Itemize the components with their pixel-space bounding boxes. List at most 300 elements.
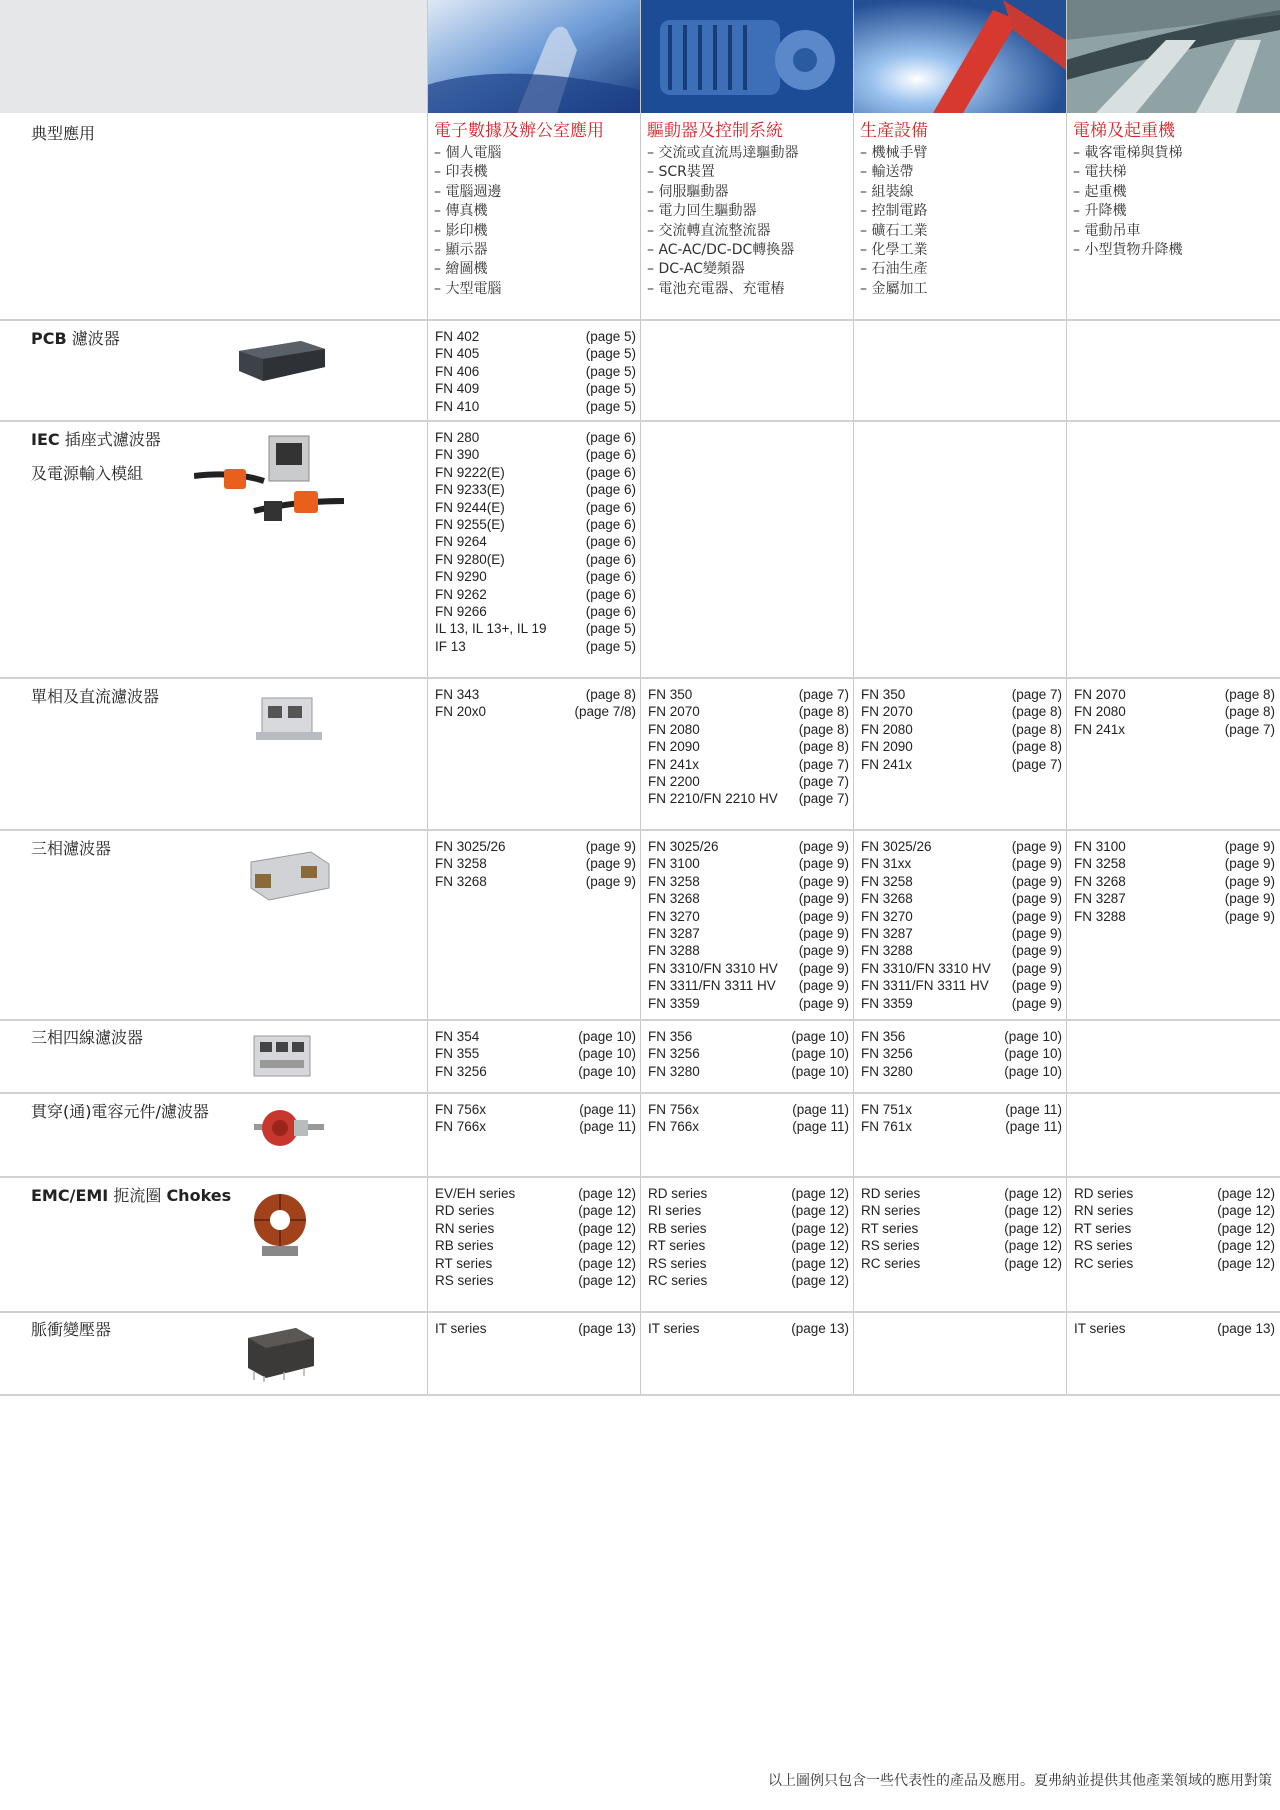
product-cell (648, 1321, 849, 1338)
application-item: – 大型電腦 (434, 280, 502, 297)
product-number: IT series (1074, 1321, 1126, 1336)
product-entry (435, 364, 636, 381)
page-reference: (page 10) (578, 1029, 636, 1044)
page-reference: (page 6) (585, 464, 636, 480)
product-number: RI series (648, 1203, 702, 1219)
application-title: 電梯及起重機 (1073, 121, 1175, 141)
row-divider (0, 1176, 1280, 1178)
application-item: – 印表機 (434, 164, 488, 181)
product-number: RS series (648, 1255, 707, 1271)
product-entry (1074, 1203, 1275, 1220)
product-entry (648, 1273, 849, 1290)
product-entry (1074, 909, 1275, 926)
application-item: – 組裝線 (860, 183, 914, 200)
application-item: – 繪圖機 (434, 261, 488, 278)
iec-inlet-filter-icon (194, 431, 344, 531)
product-entry (435, 517, 636, 534)
product-number: FN 2090 (861, 739, 913, 755)
product-cell (648, 1186, 849, 1290)
product-entry (861, 1256, 1062, 1273)
row-divider (0, 420, 1280, 422)
product-entry (435, 639, 636, 656)
product-cell (648, 687, 849, 809)
product-entry (861, 839, 1062, 856)
product-cell (1074, 1186, 1275, 1273)
category-label-single-phase: 單相及直流濾波器 (31, 687, 160, 706)
product-cell (1074, 687, 1275, 739)
product-cell (861, 687, 1062, 774)
product-number: FN 9255(E) (435, 516, 505, 532)
product-number: RT series (1074, 1220, 1132, 1236)
product-number: IL 13, IL 13+, IL 19 (435, 621, 547, 637)
page-reference: (page 12) (791, 1203, 849, 1219)
product-entry (861, 961, 1062, 978)
product-entry (1074, 687, 1275, 704)
page-reference: (page 6) (585, 586, 636, 602)
application-item: – 起重機 (1073, 183, 1127, 200)
product-number: RD series (1074, 1186, 1134, 1201)
product-entry (648, 1203, 849, 1220)
product-number: FN 756x (435, 1102, 487, 1117)
product-entry (648, 909, 849, 926)
page-reference: (page 5) (585, 363, 636, 379)
page-reference: (page 12) (791, 1220, 849, 1236)
product-number: FN 241x (648, 756, 700, 772)
product-number: FN 766x (435, 1119, 487, 1135)
page-reference: (page 9) (1011, 856, 1062, 872)
product-number: FN 3256 (861, 1046, 913, 1062)
product-number: RS series (435, 1272, 494, 1288)
product-entry (648, 1238, 849, 1255)
page-reference: (page 6) (585, 482, 636, 498)
product-entry (648, 757, 849, 774)
application-item: – 電扶梯 (1073, 164, 1127, 181)
product-entry (861, 909, 1062, 926)
product-number: FN 410 (435, 398, 480, 414)
product-entry (1074, 1238, 1275, 1255)
product-number: IF 13 (435, 638, 466, 654)
product-number: FN 20x0 (435, 704, 487, 720)
page-reference: (page 8) (798, 704, 849, 720)
page-reference: (page 12) (578, 1238, 636, 1254)
product-cell (861, 1186, 1062, 1273)
product-entry (648, 1064, 849, 1081)
product-cell (1074, 839, 1275, 926)
page-reference: (page 6) (585, 430, 636, 445)
product-number: FN 390 (435, 447, 480, 463)
page-reference: (page 9) (1011, 960, 1062, 976)
product-number: FN 3258 (861, 873, 913, 889)
product-number: FN 3287 (648, 925, 700, 941)
row-divider (0, 1311, 1280, 1313)
product-entry (648, 791, 849, 808)
page-reference: (page 11) (792, 1119, 849, 1135)
product-number: FN 280 (435, 430, 480, 445)
product-entry (1074, 722, 1275, 739)
product-number: FN 3270 (648, 908, 700, 924)
application-item: – 傳真機 (434, 203, 488, 220)
product-number: FN 3280 (648, 1063, 700, 1079)
page-reference: (page 9) (798, 908, 849, 924)
product-number: FN 405 (435, 346, 480, 362)
escalator-photo (1066, 0, 1280, 113)
page-reference: (page 11) (579, 1119, 636, 1135)
product-number: RC series (861, 1255, 921, 1271)
page-reference: (page 6) (585, 516, 636, 532)
page-reference: (page 12) (1004, 1186, 1062, 1201)
product-entry (648, 874, 849, 891)
product-cell (435, 1321, 636, 1338)
product-entry (861, 978, 1062, 995)
page-reference: (page 7) (798, 773, 849, 789)
product-number: FN 9262 (435, 586, 487, 602)
product-number: FN 3287 (861, 925, 913, 941)
applications-label: 典型應用 (31, 124, 96, 143)
product-number: FN 9290 (435, 569, 487, 585)
product-cell (648, 1029, 849, 1081)
product-entry (861, 891, 1062, 908)
page-reference: (page 9) (1011, 995, 1062, 1011)
page-reference: (page 9) (798, 960, 849, 976)
column-divider (853, 0, 854, 1396)
product-entry (648, 722, 849, 739)
page-reference: (page 7/8) (574, 704, 636, 720)
page-reference: (page 7) (1011, 756, 1062, 772)
page-reference: (page 6) (585, 569, 636, 585)
page-reference: (page 7) (798, 756, 849, 772)
product-entry (435, 447, 636, 464)
page-reference: (page 8) (1011, 721, 1062, 737)
product-number: EV/EH series (435, 1186, 516, 1201)
product-number: FN 3025/26 (435, 839, 506, 854)
choke-coil-icon (244, 1188, 316, 1260)
product-number: RC series (1074, 1255, 1134, 1271)
page-reference: (page 8) (1224, 704, 1275, 720)
page-reference: (page 9) (798, 856, 849, 872)
page-reference: (page 6) (585, 447, 636, 463)
product-cell (861, 1102, 1062, 1137)
application-item: – 電池充電器、充電樁 (647, 280, 785, 297)
application-item: – 影印機 (434, 222, 488, 239)
product-entry (435, 1203, 636, 1220)
product-number: FN 2210/FN 2210 HV (648, 791, 778, 807)
row-divider (0, 319, 1280, 321)
page-reference: (page 8) (1011, 704, 1062, 720)
product-number: FN 356 (648, 1029, 693, 1044)
product-entry (435, 839, 636, 856)
page-reference: (page 5) (585, 621, 636, 637)
product-entry (435, 856, 636, 873)
product-cell (1074, 1321, 1275, 1338)
application-title: 驅動器及控制系統 (647, 121, 783, 141)
product-number: FN 31xx (861, 856, 912, 872)
page-reference: (page 10) (791, 1029, 849, 1044)
product-entry (861, 943, 1062, 960)
footer-note: 以上圖例只包含一些代表性的產品及應用。夏弗納並提供其他產業領域的應用對策 (768, 1773, 1272, 1789)
product-entry (861, 996, 1062, 1013)
page-reference: (page 9) (1011, 891, 1062, 907)
product-number: FN 756x (648, 1102, 700, 1117)
product-entry (435, 1273, 636, 1290)
page-reference: (page 9) (1011, 943, 1062, 959)
product-number: FN 2080 (1074, 704, 1126, 720)
application-item: – 交流轉直流整流器 (647, 222, 771, 239)
product-entry (861, 1064, 1062, 1081)
product-entry (435, 552, 636, 569)
product-number: FN 2090 (648, 739, 700, 755)
product-entry (435, 1238, 636, 1255)
category-label-iec: IEC 插座式濾波器 (31, 430, 161, 449)
product-entry (435, 1321, 636, 1338)
product-number: FN 761x (861, 1119, 913, 1135)
page-reference: (page 9) (1011, 839, 1062, 854)
product-number: RT series (435, 1255, 493, 1271)
application-item: – 升降機 (1073, 203, 1127, 220)
product-number: FN 3359 (861, 995, 913, 1011)
product-entry (648, 687, 849, 704)
product-number: FN 402 (435, 329, 480, 344)
product-entry (435, 381, 636, 398)
product-number: FN 3359 (648, 995, 700, 1011)
page-reference: (page 7) (1224, 721, 1275, 737)
page-reference: (page 9) (1224, 891, 1275, 907)
category-label-three-phase-neutral: 三相四線濾波器 (31, 1028, 144, 1047)
product-number: RS series (1074, 1238, 1133, 1254)
product-number: RD series (861, 1186, 921, 1201)
page-reference: (page 6) (585, 534, 636, 550)
page-reference: (page 9) (585, 856, 636, 872)
product-entry (435, 1119, 636, 1136)
product-number: FN 3311/FN 3311 HV (861, 978, 989, 994)
product-number: FN 343 (435, 687, 480, 702)
product-entry (648, 1186, 849, 1203)
page-reference: (page 6) (585, 551, 636, 567)
application-item: – AC-AC/DC-DC轉換器 (647, 242, 795, 259)
page-reference: (page 9) (1224, 908, 1275, 924)
product-entry (861, 1102, 1062, 1119)
row-divider (0, 1019, 1280, 1021)
page-reference: (page 13) (578, 1321, 636, 1336)
page-reference: (page 9) (798, 839, 849, 854)
page-reference: (page 12) (578, 1186, 636, 1201)
product-number: FN 3268 (435, 873, 487, 889)
page-reference: (page 12) (1217, 1220, 1275, 1236)
application-title: 生產設備 (860, 121, 928, 141)
product-number: FN 9233(E) (435, 482, 505, 498)
product-number: FN 3258 (1074, 856, 1126, 872)
product-number: FN 3268 (861, 891, 913, 907)
product-number: FN 350 (648, 687, 693, 702)
product-entry (1074, 1321, 1275, 1338)
page-reference: (page 5) (585, 381, 636, 397)
product-number: FN 241x (1074, 721, 1126, 737)
product-number: FN 3256 (648, 1046, 700, 1062)
product-entry (435, 329, 636, 346)
product-entry (861, 757, 1062, 774)
product-entry (861, 856, 1062, 873)
product-entry (1074, 856, 1275, 873)
product-entry (648, 961, 849, 978)
application-item: – 小型貨物升降機 (1073, 242, 1183, 259)
product-entry (648, 1321, 849, 1338)
application-column (434, 120, 639, 299)
page-reference: (page 12) (578, 1203, 636, 1219)
product-number: FN 2080 (861, 721, 913, 737)
product-number: IT series (435, 1321, 487, 1336)
product-number: FN 3270 (861, 908, 913, 924)
page-reference: (page 8) (1224, 687, 1275, 702)
page-reference: (page 12) (1217, 1203, 1275, 1219)
product-entry (648, 704, 849, 721)
product-number: FN 3258 (648, 873, 700, 889)
product-entry (861, 1186, 1062, 1203)
page-reference: (page 9) (1224, 839, 1275, 854)
product-entry (648, 1046, 849, 1063)
row-divider (0, 829, 1280, 831)
application-item: – 載客電梯與貨梯 (1073, 145, 1183, 161)
page-reference: (page 9) (798, 925, 849, 941)
product-number: FN 3025/26 (648, 839, 719, 854)
product-number: IT series (648, 1321, 700, 1336)
product-entry (1074, 839, 1275, 856)
product-entry (435, 621, 636, 638)
product-entry (648, 891, 849, 908)
page-reference: (page 6) (585, 603, 636, 619)
page-reference: (page 10) (578, 1063, 636, 1079)
page-reference: (page 13) (1217, 1321, 1275, 1336)
page-reference: (page 7) (1011, 687, 1062, 702)
page-reference: (page 10) (1004, 1046, 1062, 1062)
application-item: – 個人電腦 (434, 145, 502, 161)
product-number: FN 409 (435, 381, 480, 397)
page-reference: (page 12) (1004, 1203, 1062, 1219)
product-number: FN 3288 (1074, 908, 1126, 924)
application-item: – DC-AC變頻器 (647, 261, 745, 278)
page-reference: (page 10) (791, 1046, 849, 1062)
column-divider (427, 0, 428, 1396)
application-item: – 電腦週邊 (434, 183, 502, 200)
column-divider (640, 0, 641, 1396)
page-reference: (page 12) (1217, 1255, 1275, 1271)
page-reference: (page 9) (1011, 873, 1062, 889)
product-number: RD series (435, 1203, 495, 1219)
product-entry (1074, 891, 1275, 908)
page-reference: (page 9) (1224, 873, 1275, 889)
column-divider (1066, 0, 1067, 1396)
page-reference: (page 9) (585, 873, 636, 889)
application-item: – 金屬加工 (860, 280, 928, 297)
header-blank-panel (0, 0, 427, 113)
product-cell (435, 1102, 636, 1137)
category-label-chokes: EMC/EMI 扼流圈 Chokes (31, 1186, 232, 1205)
page-reference: (page 5) (585, 329, 636, 344)
row-divider (0, 1394, 1280, 1396)
product-entry (435, 1102, 636, 1119)
product-number: FN 3268 (1074, 873, 1126, 889)
product-entry (648, 1119, 849, 1136)
product-cell (861, 839, 1062, 1013)
product-entry (648, 856, 849, 873)
application-item: – 化學工業 (860, 242, 928, 259)
product-number: FN 9244(E) (435, 499, 505, 515)
product-entry (648, 1256, 849, 1273)
page-reference: (page 10) (578, 1046, 636, 1062)
product-number: FN 3268 (648, 891, 700, 907)
application-column (860, 120, 1065, 299)
product-entry (435, 874, 636, 891)
product-entry (648, 774, 849, 791)
product-cell (435, 430, 636, 656)
product-entry (435, 1256, 636, 1273)
category-label-pcb: PCB 濾波器 (31, 329, 120, 348)
page-reference: (page 12) (791, 1272, 849, 1288)
product-number: FN 3288 (861, 943, 913, 959)
page-reference: (page 9) (1011, 925, 1062, 941)
page-reference: (page 9) (585, 839, 636, 854)
product-entry (861, 1119, 1062, 1136)
product-entry (1074, 874, 1275, 891)
product-entry (435, 587, 636, 604)
page-reference: (page 12) (578, 1255, 636, 1271)
product-number: FN 3256 (435, 1063, 487, 1079)
product-entry (648, 1221, 849, 1238)
page-reference: (page 11) (579, 1102, 636, 1117)
product-cell (435, 329, 636, 416)
application-item: – 石油生產 (860, 261, 928, 278)
product-number: FN 3287 (1074, 891, 1126, 907)
page-reference: (page 9) (1011, 908, 1062, 924)
page-reference: (page 12) (791, 1238, 849, 1254)
page-reference: (page 8) (798, 739, 849, 755)
product-number: FN 356 (861, 1029, 906, 1044)
product-entry (861, 722, 1062, 739)
motor-drive-photo (640, 0, 853, 113)
product-number: FN 2070 (648, 704, 700, 720)
page-reference: (page 10) (791, 1063, 849, 1079)
product-entry (435, 1186, 636, 1203)
application-item: – 伺服驅動器 (647, 183, 729, 200)
application-item: – 顯示器 (434, 242, 488, 259)
product-cell (861, 1029, 1062, 1081)
page-reference: (page 11) (1005, 1102, 1062, 1117)
page-reference: (page 7) (798, 791, 849, 807)
application-item: – 機械手臂 (860, 145, 928, 161)
product-entry (648, 839, 849, 856)
single-phase-filter-icon (256, 688, 324, 744)
product-cell (435, 1186, 636, 1290)
product-entry (648, 739, 849, 756)
product-number: FN 3310/FN 3310 HV (648, 960, 778, 976)
product-entry (435, 1064, 636, 1081)
page-reference: (page 9) (798, 873, 849, 889)
product-entry (861, 704, 1062, 721)
page-reference: (page 10) (1004, 1029, 1062, 1044)
product-entry (435, 430, 636, 447)
product-number: RD series (648, 1186, 708, 1201)
page-reference: (page 12) (791, 1186, 849, 1201)
product-entry (435, 482, 636, 499)
product-number: FN 9264 (435, 534, 487, 550)
feedthrough-capacitor-icon (252, 1102, 326, 1158)
application-item: – 輸送帶 (860, 164, 914, 181)
product-number: RB series (648, 1220, 707, 1236)
product-entry (861, 1221, 1062, 1238)
page-reference: (page 9) (1224, 856, 1275, 872)
product-number: FN 3310/FN 3310 HV (861, 960, 991, 976)
page-reference: (page 12) (1004, 1238, 1062, 1254)
product-entry (648, 926, 849, 943)
product-number: RT series (648, 1238, 706, 1254)
